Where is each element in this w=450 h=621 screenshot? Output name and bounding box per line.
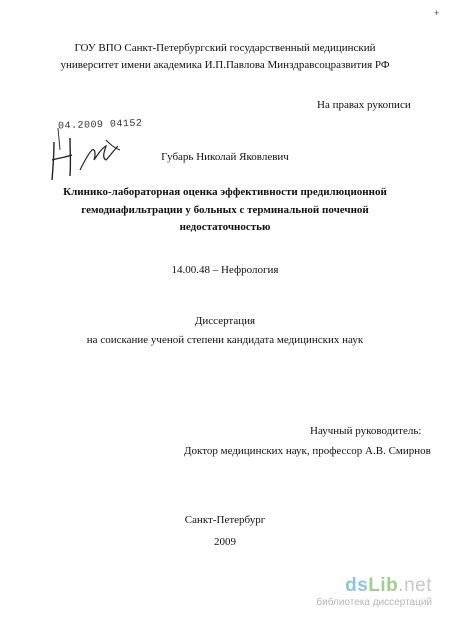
year: 2009 <box>214 536 236 548</box>
manuscript-rights-note: На правах рукописи <box>317 99 411 111</box>
institution-line-1: ГОУ ВПО Санкт-Петербургский государственный медицинский <box>74 42 376 54</box>
corner-mark: + <box>434 8 440 18</box>
supervisor-label: Научный руководитель: <box>310 425 422 437</box>
watermark-lib: Lib <box>368 575 399 596</box>
watermark-logo <box>316 575 432 597</box>
city: Санкт-Петербург <box>184 514 266 526</box>
specialty-code: 14.00.48 – Нефрология <box>171 264 279 276</box>
work-type: Диссертация <box>194 315 256 327</box>
institution-line-2: университет имени академика И.П.Павлова Минздравсоцразвития РФ <box>60 59 390 71</box>
watermark-ds: ds <box>345 575 369 596</box>
library-stamp-number: 04.2009 04152 <box>57 118 143 133</box>
thesis-title-line-3: недостаточностью <box>179 221 271 233</box>
thesis-title-line-2: гемодиафильтрации у больных с терминальной почечной <box>81 204 369 216</box>
watermark-net: .net <box>398 575 432 596</box>
supervisor-name: Доктор медицинских наук, профессор А.В. Смирнов <box>184 445 431 457</box>
author-name: Губарь Николай Яковлевич <box>161 151 289 163</box>
dslib-watermark <box>316 575 432 609</box>
thesis-title-line-1: Клинико-лабораторная оценка эффективности предилюционной <box>63 186 387 198</box>
watermark-tagline: библиотека диссертаций <box>316 597 432 608</box>
degree-line: на соискание ученой степени кандидата медицинских наук <box>86 334 364 346</box>
